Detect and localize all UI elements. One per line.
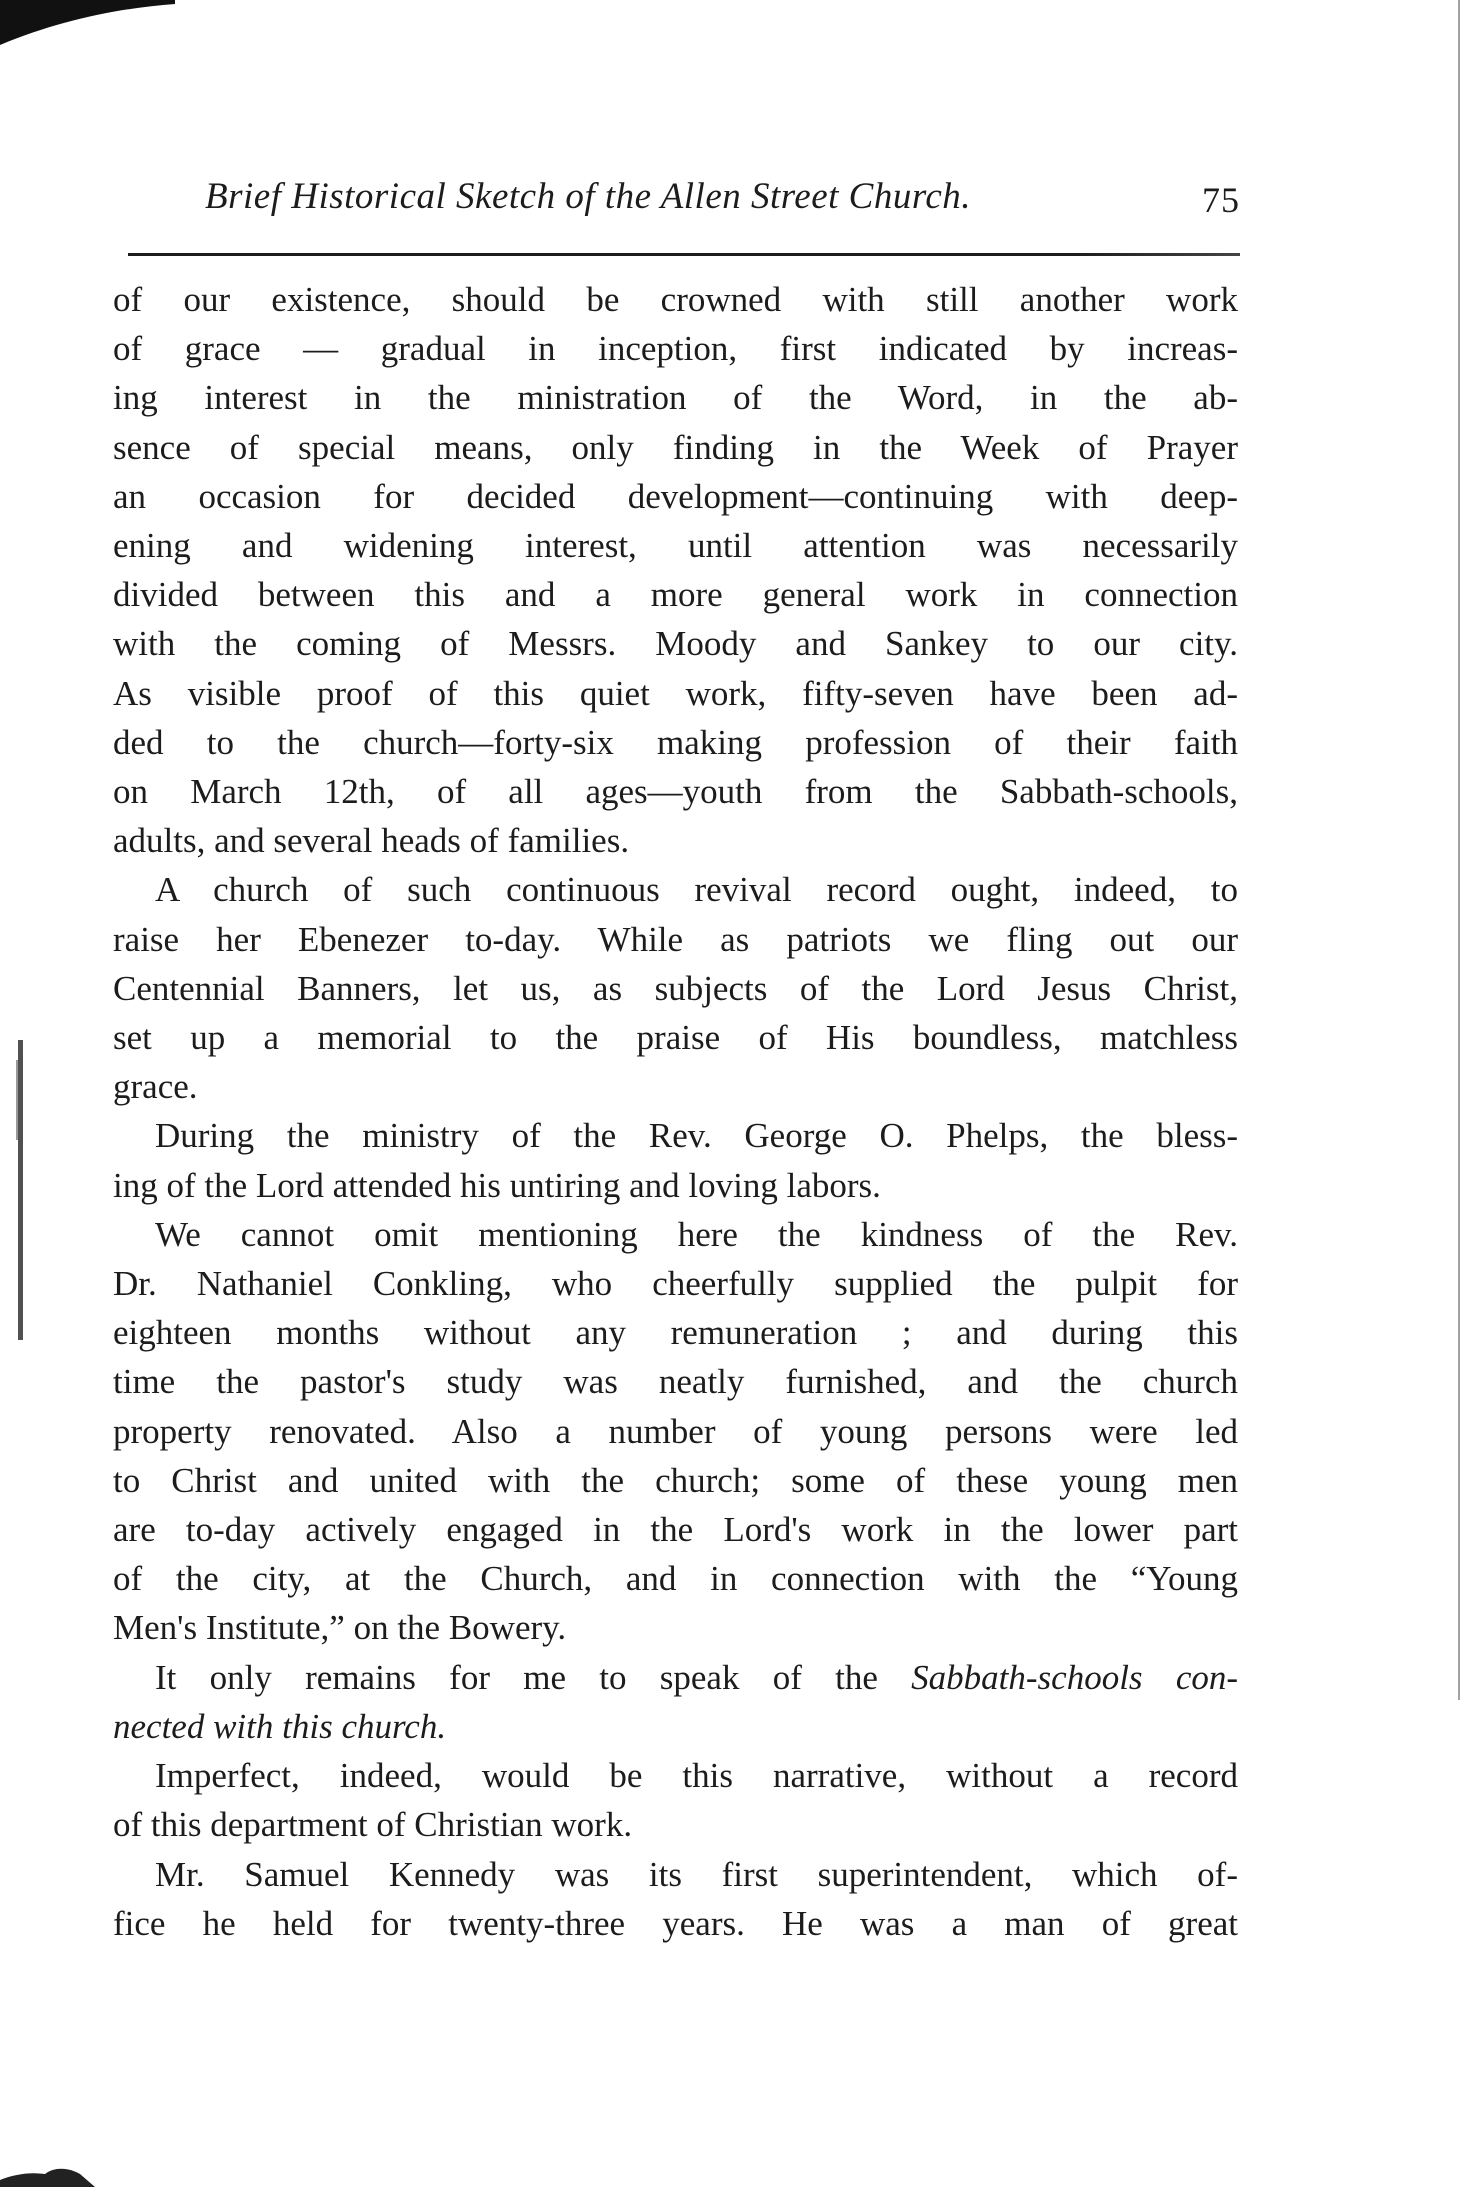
text-line: During the ministry of the Rev. George O. Phelps, the bless- bbox=[155, 1116, 1238, 1156]
text-line: property renovated. Also a number of young persons were led bbox=[113, 1411, 1238, 1451]
text-run: It only remains for me to speak of the bbox=[155, 1657, 912, 1697]
text-line bbox=[113, 1653, 1238, 1702]
scan-right-edge-line bbox=[1455, 0, 1464, 1700]
running-head-title: Brief Historical Sketch of the Allen Street Church. bbox=[205, 176, 972, 217]
text-line: with the coming of Messrs. Moody and Sankey to our city. bbox=[113, 624, 1238, 664]
text-line: of grace — gradual in inception, first indicated by increas- bbox=[113, 329, 1238, 369]
paragraph-kennedy bbox=[113, 1850, 1238, 1948]
text-line: grace. bbox=[113, 1067, 198, 1107]
text-line: A church of such continuous revival record ought, indeed, to bbox=[155, 870, 1238, 910]
text-line: Mr. Samuel Kennedy was its first superintendent, which of- bbox=[155, 1854, 1238, 1894]
text-line: divided between this and a more general work in connection bbox=[113, 575, 1238, 615]
header-rule bbox=[128, 253, 1240, 256]
text-line: Imperfect, indeed, would be this narrative, without a record bbox=[155, 1756, 1238, 1796]
paragraph-imperfect bbox=[113, 1751, 1238, 1849]
text-line: time the pastor's study was neatly furnished, and the church bbox=[113, 1362, 1238, 1402]
text-line: an occasion for decided development—continuing with deep- bbox=[113, 476, 1238, 516]
paragraph-ebenezer bbox=[113, 865, 1238, 1111]
scan-corner-mark bbox=[0, 0, 175, 45]
text-line: of the city, at the Church, and in connection with the “Young bbox=[113, 1559, 1238, 1599]
text-line: are to-day actively engaged in the Lord's work in the lower part bbox=[113, 1510, 1238, 1550]
running-head bbox=[205, 175, 1240, 235]
text-line: As visible proof of this quiet work, fifty-seven have been ad- bbox=[113, 673, 1238, 713]
scan-bottom-mark bbox=[0, 2160, 95, 2187]
paragraph-phelps bbox=[113, 1111, 1238, 1209]
text-line: of this department of Christian work. bbox=[113, 1805, 633, 1845]
text-line: to Christ and united with the church; some of these young men bbox=[113, 1460, 1238, 1500]
body-text bbox=[113, 275, 1238, 1948]
text-line: We cannot omit mentioning here the kindness of the Rev. bbox=[155, 1214, 1238, 1254]
text-line: fice he held for twenty-three years. He was a man of great bbox=[113, 1903, 1238, 1943]
paragraph-revival bbox=[113, 275, 1238, 865]
italic-run: nected with this church. bbox=[113, 1706, 447, 1746]
text-line: of our existence, should be crowned with still another work bbox=[113, 280, 1238, 319]
text-line: on March 12th, of all ages—youth from the Sabbath-schools, bbox=[113, 772, 1238, 812]
text-line: adults, and several heads of families. bbox=[113, 821, 630, 861]
text-line: sence of special means, only finding in the Week of Prayer bbox=[113, 427, 1238, 467]
text-line: eighteen months without any remuneration ; and during this bbox=[113, 1313, 1238, 1353]
paragraph-conkling bbox=[113, 1210, 1238, 1653]
text-line: ening and widening interest, until attention was necessarily bbox=[113, 526, 1238, 566]
text-line: ing interest in the ministration of the Word, in the ab- bbox=[113, 378, 1238, 418]
paragraph-sabbath-schools bbox=[113, 1653, 1238, 1751]
text-line bbox=[113, 1702, 1238, 1751]
text-line: Centennial Banners, let us, as subjects of the Lord Jesus Christ, bbox=[113, 968, 1238, 1008]
text-line: ded to the church—forty-six making profession of their faith bbox=[113, 722, 1238, 762]
text-line: raise her Ebenezer to-day. While as patriots we fling out our bbox=[113, 919, 1238, 959]
text-line: Men's Institute,” on the Bowery. bbox=[113, 1608, 567, 1648]
italic-run: Sabbath-schools con- bbox=[911, 1657, 1239, 1697]
scan-left-edge-mark bbox=[16, 1040, 26, 1340]
text-line: ing of the Lord attended his untiring and loving labors. bbox=[113, 1165, 881, 1205]
text-line: Dr. Nathaniel Conkling, who cheerfully supplied the pulpit for bbox=[113, 1264, 1238, 1304]
page-number: 75 bbox=[1202, 180, 1240, 220]
text-line: set up a memorial to the praise of His boundless, matchless bbox=[113, 1018, 1238, 1058]
